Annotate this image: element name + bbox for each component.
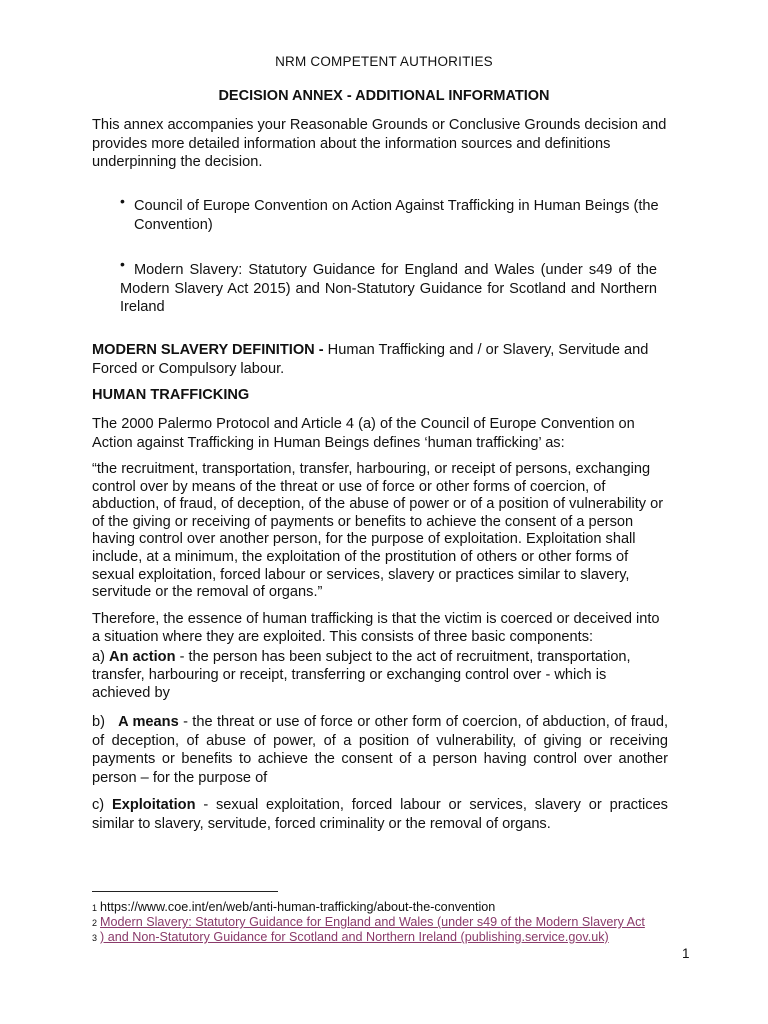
footnote-mark: 3 [92, 933, 98, 943]
page-title: DECISION ANNEX - ADDITIONAL INFORMATION [218, 88, 550, 104]
footnote-mark: 1 [92, 903, 98, 913]
footnote-separator [92, 891, 278, 892]
component-text: - the threat or use of force or other form of coercion, of abduction, of fraud, of deception, of abuse of power, of a position of vulnerability, of giving or receiving payments or benefits to achieve the consent of a person having control over another person – for the purpose of [92, 714, 673, 786]
component-term: An action [109, 649, 176, 665]
component-prefix: b) [92, 714, 119, 730]
bullet-marker: • [120, 193, 125, 209]
intro-paragraph: This annex accompanies your Reasonable Grounds or Conclusive Grounds decision and provides more detailed information about the information sources and definitions underpinning the decision. [92, 117, 667, 170]
footnote-link[interactable]: Modern Slavery: Statutory Guidance for England and Wales (under s49 of the Modern Slavery Act [100, 915, 645, 929]
footnote-mark: 2 [92, 918, 98, 928]
palermo-paragraph: The 2000 Palermo Protocol and Article 4 (a) of the Council of Europe Convention on Action against Trafficking in Human Beings defines ‘human trafficking’ as: [92, 416, 635, 451]
component-text: - the person has been subject to the act of recruitment, transportation, transfer, harbouring or receipt, transferring or exchanging control over - which is achieved by [92, 649, 631, 701]
page-number: 1 [682, 946, 690, 961]
component-text: - sexual exploitation, forced labour or services, slavery or practices similar to slavery, servitude, forced criminality or the removal of organs. [92, 797, 668, 832]
component-prefix: c) [92, 797, 112, 813]
component-term: Exploitation [111, 797, 196, 813]
section-heading: HUMAN TRAFFICKING [92, 387, 250, 403]
footnote-3 [92, 930, 682, 946]
component-means [92, 713, 673, 787]
definition-text: Human Trafficking and / or Slavery, Servitude and Forced or Compulsory labour. [92, 342, 649, 377]
document-header: NRM COMPETENT AUTHORITIES [275, 54, 493, 69]
component-term: A means [118, 714, 179, 730]
definition-quote: “the recruitment, transportation, transfer, harbouring, or receipt of persons, exchanging control over by means of the threat or use of force or other forms of coercion, of abduction, of fraud, of deception, of the abuse of power or of a position of vulnerability or of the giving or receiving of payments or benefits to achieve the consent of a person having control over another person, for the purpose of exploitation. Exploitation shall include, at a minimum, the exploitation of the prostitution of others or other forms of sexual exploitation, forced labour or services, slavery or practices similar to slavery, servitude or the removal of organs.” [92, 461, 664, 601]
modern-slavery-definition [92, 341, 668, 378]
footnote-link[interactable]: ) and Non-Statutory Guidance for Scotland and Northern Ireland (publishing.service.gov.uk) [100, 930, 609, 944]
bullet-marker: • [120, 256, 125, 272]
component-exploitation [92, 796, 668, 833]
bullet-item-guidance: Modern Slavery: Statutory Guidance for England and Wales (under s49 of the Modern Slavery Act 2015) and Non-Statutory Guidance for Scotland and Northern Ireland [120, 262, 657, 315]
component-action [92, 648, 668, 702]
bullet-item-convention: Council of Europe Convention on Action Against Trafficking in Human Beings (the Convention) [134, 198, 659, 233]
component-prefix: a) [92, 649, 110, 665]
definition-heading: MODERN SLAVERY DEFINITION - [92, 342, 324, 358]
footnote-1 [92, 900, 682, 916]
footnote-text: https://www.coe.int/en/web/anti-human-trafficking/about-the-convention [100, 900, 496, 914]
footnote-2 [92, 915, 682, 931]
essence-paragraph: Therefore, the essence of human trafficking is that the victim is coerced or deceived into a situation where they are exploited. This consists of three basic components: [92, 611, 660, 645]
